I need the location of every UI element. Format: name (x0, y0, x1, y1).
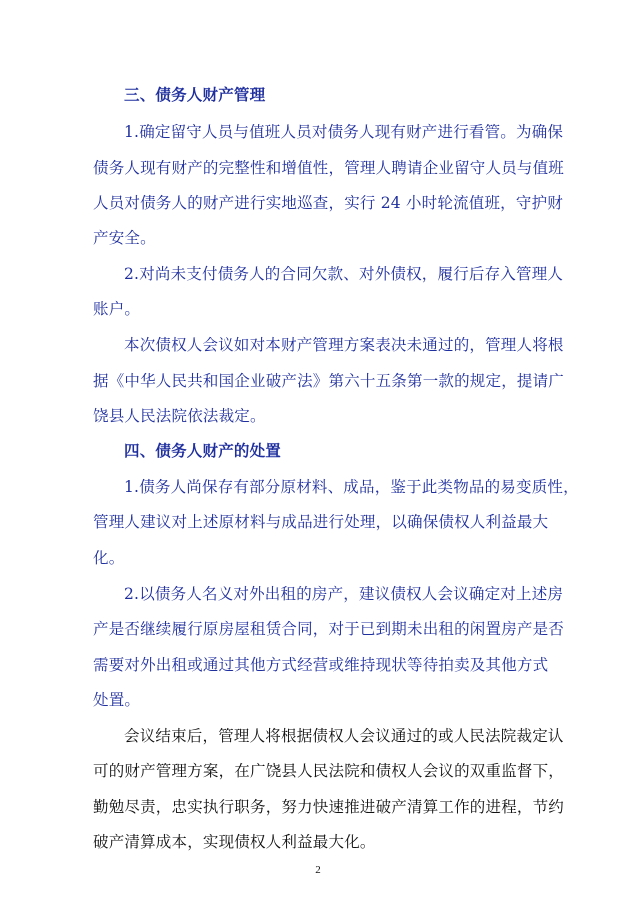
paragraph-line: 化。 (93, 549, 125, 567)
page-number: 2 (315, 864, 321, 876)
paragraph-line: 债务人现有财产的完整性和增值性，管理人聘请企业留守人员与值班 (93, 159, 565, 177)
paragraph-line: 产是否继续履行原房屋租赁合同，对于已到期未出租的闲置房产是否 (93, 620, 565, 638)
paragraph-line: 1.债务人尚保存有部分原材料、成品，鉴于此类物品的易变质性， (124, 478, 579, 496)
paragraph-line: 本次债权人会议如对本财产管理方案表决未通过的，管理人将根 (124, 336, 564, 354)
paragraph-line: 据《中华人民共和国企业破产法》第六十五条第一款的规定，提请广 (93, 372, 565, 390)
paragraph-line: 产安全。 (93, 229, 156, 247)
paragraph-line: 需要对外出租或通过其他方式经营或维持现状等待拍卖及其他方式 (93, 656, 549, 674)
paragraph-line: 1.确定留守人员与值班人员对债务人现有财产进行看管。为确保 (124, 123, 564, 141)
paragraph-line: 勤勉尽责，忠实执行职务，努力快速推进破产清算工作的进程，节约 (93, 798, 565, 816)
paragraph-line: 会议结束后，管理人将根据债权人会议通过的或人民法院裁定认 (124, 727, 564, 745)
section-heading-3: 三、债务人财产管理 (124, 86, 266, 104)
paragraph-line: 人员对债务人的财产进行实地巡查，实行 24 小时轮流值班，守护财 (93, 194, 563, 212)
paragraph-line: 处置。 (93, 691, 141, 709)
section-heading-4: 四、债务人财产的处置 (124, 442, 282, 460)
paragraph-line: 管理人建议对上述原材料与成品进行处理，以确保债权人利益最大 (93, 513, 549, 531)
paragraph-line: 2.对尚未支付债务人的合同欠款、对外债权，履行后存入管理人 (124, 265, 564, 283)
paragraph-line: 破产清算成本，实现债权人利益最大化。 (93, 833, 376, 851)
paragraph-line: 可的财产管理方案，在广饶县人民法院和债权人会议的双重监督下， (93, 762, 565, 780)
paragraph-line: 账户。 (93, 300, 141, 318)
paragraph-line: 饶县人民法院依法裁定。 (93, 407, 266, 425)
paragraph-line: 2.以债务人名义对外出租的房产，建议债权人会议确定对上述房 (124, 585, 564, 603)
